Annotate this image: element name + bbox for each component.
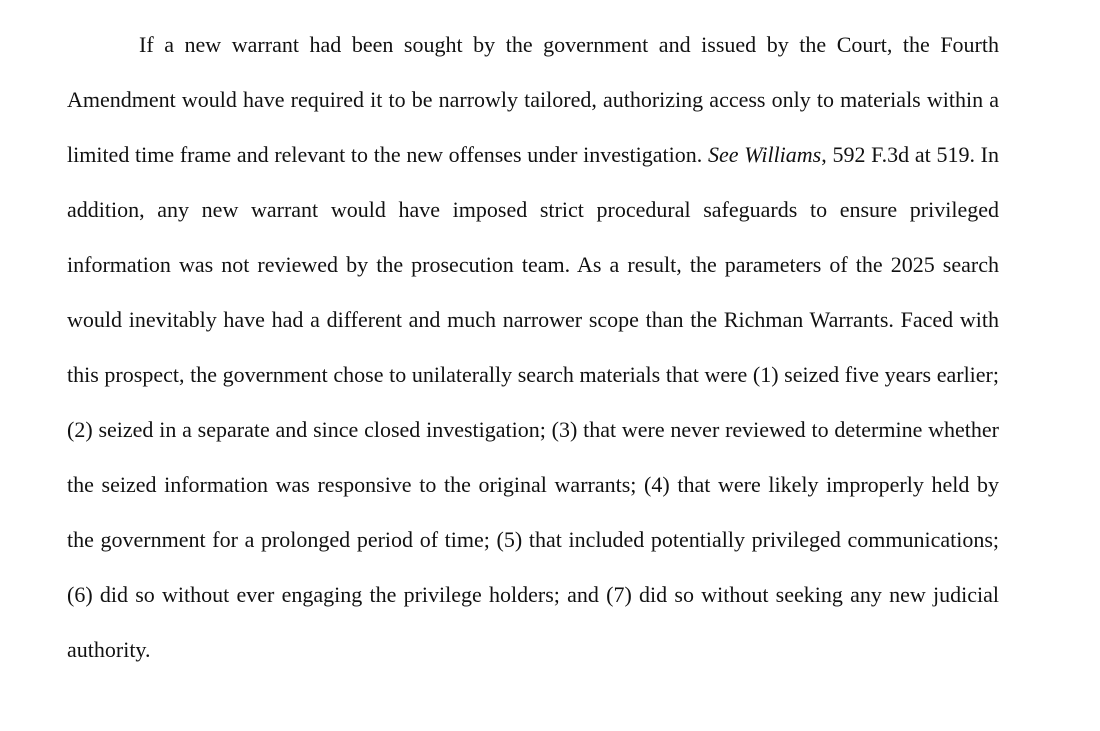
paragraph-text-part-2: , 592 F.3d at 519. In addition, any new warrant would have imposed strict procedural safeguards to ensure privileged information was not reviewed by the prosecution team. As a result, the parameters of the 2025 search would inevitably have had a different and much narrower scope than the Richman Warrants. Faced with this prospect, the government chose to unilaterally search materials that were (1) seized five years earlier; (2) seized in a separate and since closed investigation; (3) that were never reviewed to determine whether the seized information was responsive to the original warrants; (4) that were likely improperly held by the government for a prolonged period of time; (5) that included potentially privileged communications; (6) did so without ever engaging the privilege holders; and (7) did so without seeking any new judicial authority. [67,142,999,662]
case-citation: See Williams [707,142,822,167]
paragraph-text-part-1: If a new warrant had been sought by the government and issued by the Court, the Fourth Amendment would have required it to be narrowly tailored, authorizing access only to materials within a limited time frame and relevant to the new offenses under investigation. [67,32,999,167]
body-paragraph [67,17,999,677]
